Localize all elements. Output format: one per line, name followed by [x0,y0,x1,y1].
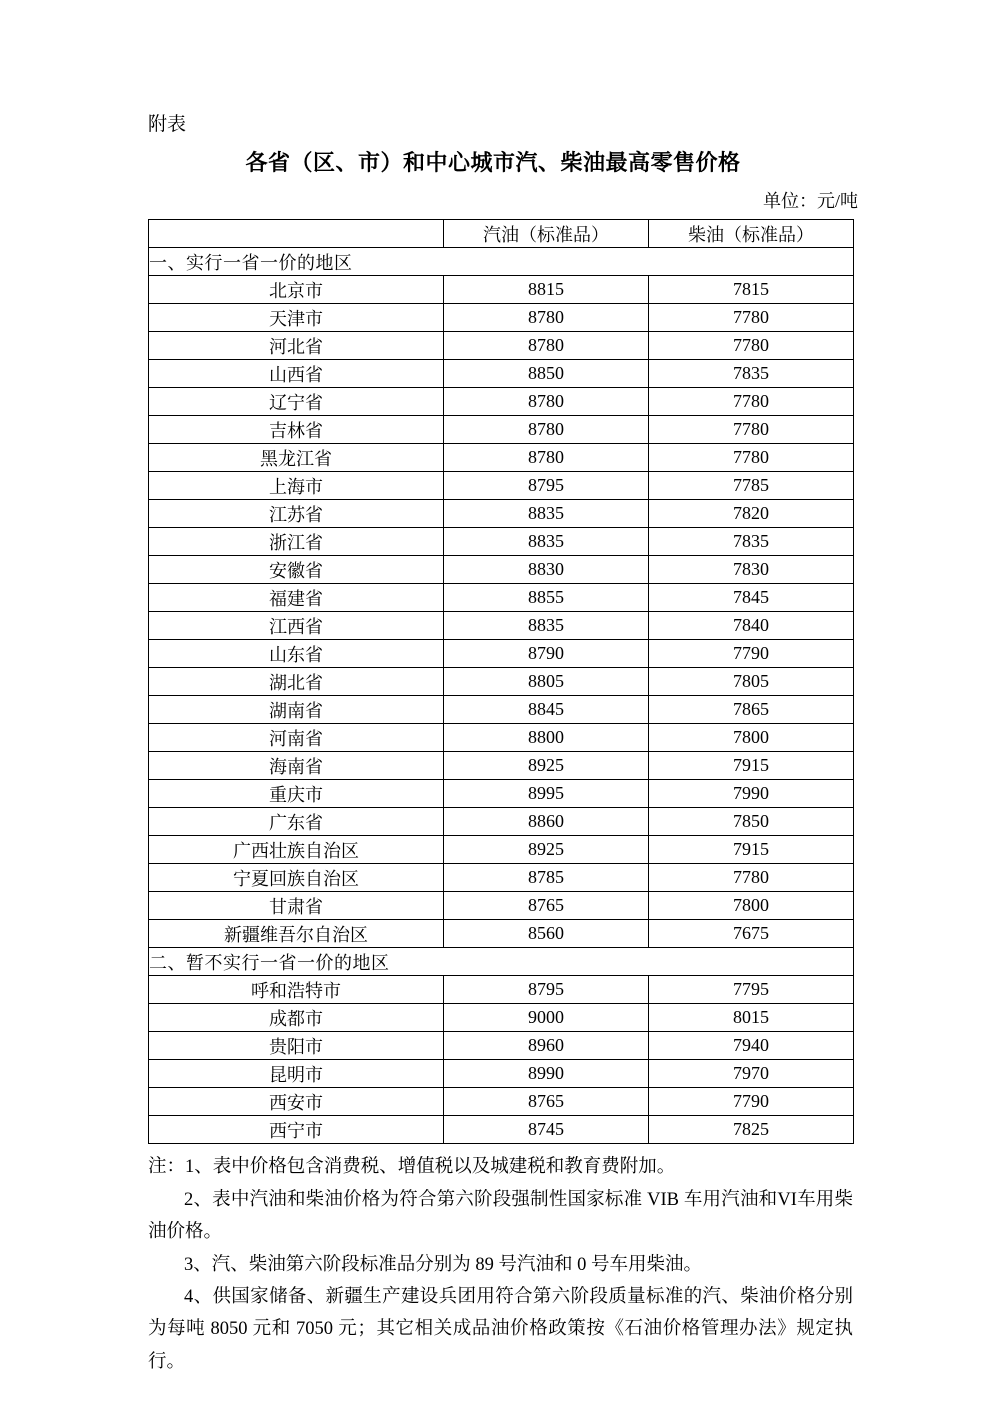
page-title: 各省（区、市）和中心城市汽、柴油最高零售价格 [245,150,741,176]
gasoline-price-cell: 8925 [444,836,649,864]
region-name-cell: 江苏省 [149,500,444,528]
gasoline-price-cell: 8805 [444,668,649,696]
table-row [149,1032,854,1060]
region-name-cell: 重庆市 [149,780,444,808]
region-name-cell: 山西省 [149,360,444,388]
table-row [149,612,854,640]
table-row [149,528,854,556]
region-name-cell: 贵阳市 [149,1032,444,1060]
diesel-price-cell: 7795 [649,976,854,1004]
diesel-price-cell: 7915 [649,836,854,864]
region-name-cell: 新疆维吾尔自治区 [149,920,444,948]
table-row [149,304,854,332]
region-name-cell: 成都市 [149,1004,444,1032]
table-row [149,724,854,752]
table-row [149,1088,854,1116]
attachment-label: 附表 [148,114,187,135]
diesel-price-cell: 8015 [649,1004,854,1032]
diesel-price-cell: 7840 [649,612,854,640]
gasoline-price-cell: 8815 [444,276,649,304]
diesel-price-cell: 7790 [649,640,854,668]
gasoline-price-cell: 9000 [444,1004,649,1032]
region-name-cell: 河南省 [149,724,444,752]
section-label: 一、实行一省一价的地区 [149,248,854,276]
gasoline-price-cell: 8990 [444,1060,649,1088]
diesel-price-cell: 7915 [649,752,854,780]
table-row [149,976,854,1004]
table-row [149,444,854,472]
gasoline-price-cell: 8995 [444,780,649,808]
table-row [149,752,854,780]
gasoline-price-cell: 8765 [444,1088,649,1116]
diesel-price-cell: 7835 [649,360,854,388]
table-row [149,388,854,416]
region-name-cell: 黑龙江省 [149,444,444,472]
diesel-price-cell: 7785 [649,472,854,500]
region-name-cell: 昆明市 [149,1060,444,1088]
diesel-price-cell: 7835 [649,528,854,556]
header-cell-blank [149,220,444,248]
table-row [149,332,854,360]
table-row [149,836,854,864]
diesel-price-cell: 7940 [649,1032,854,1060]
diesel-price-cell: 7820 [649,500,854,528]
region-name-cell: 上海市 [149,472,444,500]
region-name-cell: 广西壮族自治区 [149,836,444,864]
gasoline-price-cell: 8780 [444,304,649,332]
table-row [149,780,854,808]
gasoline-price-cell: 8795 [444,976,649,1004]
region-name-cell: 江西省 [149,612,444,640]
table-row [149,416,854,444]
table-row [149,808,854,836]
gasoline-price-cell: 8800 [444,724,649,752]
region-name-cell: 湖北省 [149,668,444,696]
gasoline-price-cell: 8780 [444,444,649,472]
gasoline-price-cell: 8745 [444,1116,649,1144]
price-table [148,219,854,1144]
diesel-price-cell: 7830 [649,556,854,584]
table-row [149,1116,854,1144]
gasoline-price-cell: 8835 [444,612,649,640]
gasoline-price-cell: 8780 [444,388,649,416]
diesel-price-cell: 7805 [649,668,854,696]
region-name-cell: 天津市 [149,304,444,332]
region-name-cell: 河北省 [149,332,444,360]
region-name-cell: 辽宁省 [149,388,444,416]
notes-block [148,1151,853,1378]
unit-label: 单位：元/吨 [762,191,858,212]
region-name-cell: 宁夏回族自治区 [149,864,444,892]
diesel-price-cell: 7850 [649,808,854,836]
region-name-cell: 广东省 [149,808,444,836]
diesel-price-cell: 7845 [649,584,854,612]
gasoline-price-cell: 8850 [444,360,649,388]
diesel-price-cell: 7790 [649,1088,854,1116]
table-row [149,276,854,304]
note-item: 3、汽、柴油第六阶段标准品分别为 89 号汽油和 0 号车用柴油。 [184,1254,703,1275]
gasoline-price-cell: 8780 [444,332,649,360]
note-item: 2、表中汽油和柴油价格为符合第六阶段强制性国家标准 VIB 车用汽油和VI车用柴油价格。 [148,1189,853,1243]
diesel-price-cell: 7780 [649,416,854,444]
gasoline-price-cell: 8925 [444,752,649,780]
gasoline-price-cell: 8765 [444,892,649,920]
region-name-cell: 甘肃省 [149,892,444,920]
region-name-cell: 海南省 [149,752,444,780]
table-row [149,556,854,584]
gasoline-price-cell: 8785 [444,864,649,892]
gasoline-price-cell: 8855 [444,584,649,612]
region-name-cell: 北京市 [149,276,444,304]
table-row [149,1060,854,1088]
table-row [149,584,854,612]
table-row [149,500,854,528]
table-header-row [149,220,854,248]
gasoline-price-cell: 8795 [444,472,649,500]
region-name-cell: 山东省 [149,640,444,668]
table-section-row [149,248,854,276]
table-row [149,892,854,920]
table-row [149,668,854,696]
table-row [149,696,854,724]
header-cell-gasoline: 汽油（标准品） [444,220,649,248]
note-item: 注：1、表中价格包含消费税、增值税以及城建税和教育费附加。 [148,1157,676,1178]
note-item: 4、供国家储备、新疆生产建设兵团用符合第六阶段质量标准的汽、柴油价格分别为每吨 8050 元和 7050 元；其它相关成品油价格政策按《石油价格管理办法》规定执行。 [148,1286,853,1372]
gasoline-price-cell: 8835 [444,500,649,528]
region-name-cell: 浙江省 [149,528,444,556]
diesel-price-cell: 7800 [649,724,854,752]
region-name-cell: 安徽省 [149,556,444,584]
table-row [149,472,854,500]
region-name-cell: 呼和浩特市 [149,976,444,1004]
table-row [149,920,854,948]
region-name-cell: 西安市 [149,1088,444,1116]
gasoline-price-cell: 8790 [444,640,649,668]
diesel-price-cell: 7800 [649,892,854,920]
diesel-price-cell: 7780 [649,444,854,472]
gasoline-price-cell: 8560 [444,920,649,948]
table-section-row [149,948,854,976]
gasoline-price-cell: 8860 [444,808,649,836]
gasoline-price-cell: 8830 [444,556,649,584]
diesel-price-cell: 7825 [649,1116,854,1144]
section-label: 二、暂不实行一省一价的地区 [149,948,854,976]
diesel-price-cell: 7780 [649,332,854,360]
gasoline-price-cell: 8835 [444,528,649,556]
diesel-price-cell: 7815 [649,276,854,304]
diesel-price-cell: 7780 [649,388,854,416]
region-name-cell: 西宁市 [149,1116,444,1144]
table-row [149,640,854,668]
table-row [149,864,854,892]
diesel-price-cell: 7970 [649,1060,854,1088]
region-name-cell: 福建省 [149,584,444,612]
diesel-price-cell: 7780 [649,304,854,332]
diesel-price-cell: 7865 [649,696,854,724]
region-name-cell: 吉林省 [149,416,444,444]
diesel-price-cell: 7780 [649,864,854,892]
table-row [149,1004,854,1032]
diesel-price-cell: 7675 [649,920,854,948]
gasoline-price-cell: 8960 [444,1032,649,1060]
gasoline-price-cell: 8845 [444,696,649,724]
region-name-cell: 湖南省 [149,696,444,724]
header-cell-diesel: 柴油（标准品） [649,220,854,248]
table-row [149,360,854,388]
gasoline-price-cell: 8780 [444,416,649,444]
diesel-price-cell: 7990 [649,780,854,808]
